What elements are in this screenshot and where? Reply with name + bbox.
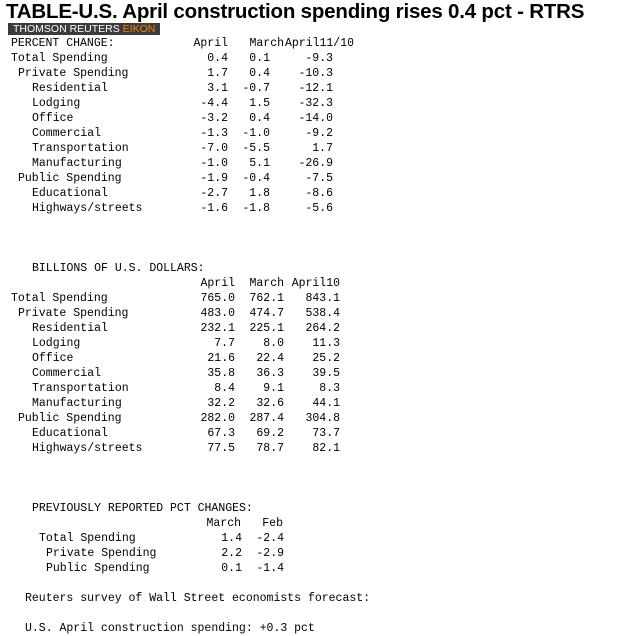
cell-value: 762.1 — [249, 292, 284, 305]
billions-label: BILLIONS OF U.S. DOLLARS: — [32, 262, 205, 275]
cell-value: -1.9 — [200, 172, 228, 185]
cell-value: 11.3 — [312, 337, 340, 350]
table-row — [11, 96, 370, 111]
forecast-row — [11, 621, 370, 636]
cell-value: -32.3 — [298, 97, 333, 110]
table-row — [11, 81, 370, 96]
table-row — [11, 321, 370, 336]
cell-value: 8.4 — [214, 382, 235, 395]
cell-value: 287.4 — [249, 412, 284, 425]
cell-value: 1.7 — [312, 142, 333, 155]
cell-value: -7.5 — [305, 172, 333, 185]
cell-value: 8.3 — [319, 382, 340, 395]
cell-value: 232.1 — [200, 322, 235, 335]
table-row — [11, 351, 370, 366]
row-label: Transportation — [32, 382, 129, 395]
row-label: Manufacturing — [32, 157, 122, 170]
cell-value: -1.8 — [242, 202, 270, 215]
table-row — [11, 171, 370, 186]
cell-value: -10.3 — [298, 67, 333, 80]
cell-value: 82.1 — [312, 442, 340, 455]
row-label: Residential — [32, 322, 108, 335]
cell-value: 21.6 — [207, 352, 235, 365]
col-header: March — [249, 277, 284, 290]
row-label: Private Spending — [46, 547, 157, 560]
row-label: Highways/streets — [32, 442, 143, 455]
cell-value: -7.0 — [200, 142, 228, 155]
cell-value: -12.1 — [298, 82, 333, 95]
cell-value: 67.3 — [207, 427, 235, 440]
row-label: Educational — [32, 427, 108, 440]
report-table — [11, 36, 370, 636]
table-row — [11, 561, 370, 576]
cell-value: 78.7 — [256, 442, 284, 455]
row-label: Manufacturing — [32, 397, 122, 410]
cell-value: 1.5 — [249, 97, 270, 110]
cell-value: 39.5 — [312, 367, 340, 380]
table-row — [11, 441, 370, 456]
cell-value: 7.7 — [214, 337, 235, 350]
row-label: Lodging — [32, 337, 81, 350]
col-header: April11/10 — [284, 37, 354, 50]
table-row — [11, 66, 370, 81]
cell-value: -5.5 — [242, 142, 270, 155]
row-label: Private Spending — [18, 307, 129, 320]
table-row — [11, 186, 370, 201]
cell-value: 0.4 — [207, 52, 228, 65]
cell-value: -1.3 — [200, 127, 228, 140]
cell-value: -0.4 — [242, 172, 270, 185]
row-label: Total Spending — [11, 52, 108, 65]
table-row — [11, 426, 370, 441]
row-label: Highways/streets — [32, 202, 143, 215]
row-label: Lodging — [32, 97, 81, 110]
pct-change-label: PERCENT CHANGE: — [11, 37, 115, 50]
cell-value: -4.4 — [200, 97, 228, 110]
table-row — [11, 366, 370, 381]
cell-value: 1.4 — [221, 532, 242, 545]
previous-label: PREVIOUSLY REPORTED PCT CHANGES: — [32, 502, 253, 515]
cell-value: 36.3 — [256, 367, 284, 380]
table-row — [11, 291, 370, 306]
cell-value: 32.6 — [256, 397, 284, 410]
table-row — [11, 531, 370, 546]
cell-value: 304.8 — [305, 412, 340, 425]
row-label: Total Spending — [39, 532, 136, 545]
cell-value: -14.0 — [298, 112, 333, 125]
col-header: April — [200, 277, 235, 290]
table-row — [11, 201, 370, 216]
cell-value: 22.4 — [256, 352, 284, 365]
cell-value: 264.2 — [305, 322, 340, 335]
row-label: Residential — [32, 82, 108, 95]
cell-value: 225.1 — [249, 322, 284, 335]
cell-value: 44.1 — [312, 397, 340, 410]
cell-value: 282.0 — [200, 412, 235, 425]
table-row — [11, 126, 370, 141]
survey-text: Reuters survey of Wall Street economists forecast: — [25, 592, 371, 605]
row-label: Commercial — [32, 127, 102, 140]
cell-value: 8.0 — [263, 337, 284, 350]
row-label: Office — [32, 112, 74, 125]
table-row — [11, 111, 370, 126]
col-header: April — [193, 37, 228, 50]
cell-value: 0.1 — [221, 562, 242, 575]
cell-value: 474.7 — [249, 307, 284, 320]
table-row — [11, 411, 370, 426]
cell-value: 843.1 — [305, 292, 340, 305]
cell-value: -1.0 — [200, 157, 228, 170]
cell-value: -3.2 — [200, 112, 228, 125]
row-label: Public Spending — [46, 562, 150, 575]
article-title: TABLE-U.S. April construction spending rises 0.4 pct - RTRS — [6, 0, 585, 23]
cell-value: -26.9 — [298, 157, 333, 170]
cell-value: -0.7 — [242, 82, 270, 95]
table-row — [11, 141, 370, 156]
cell-value: -1.6 — [200, 202, 228, 215]
cell-value: -9.2 — [305, 127, 333, 140]
cell-value: -9.3 — [305, 52, 333, 65]
pct-change-header-row — [11, 36, 370, 51]
col-header: March — [206, 517, 241, 530]
cell-value: 35.8 — [207, 367, 235, 380]
cell-value: 765.0 — [200, 292, 235, 305]
cell-value: 483.0 — [200, 307, 235, 320]
row-label: Commercial — [32, 367, 102, 380]
row-label: Transportation — [32, 142, 129, 155]
cell-value: 1.8 — [249, 187, 270, 200]
cell-value: 73.7 — [312, 427, 340, 440]
cell-value: 0.4 — [249, 112, 270, 125]
cell-value: -1.0 — [242, 127, 270, 140]
row-label: Educational — [32, 187, 108, 200]
thomson-reuters-eikon-logo: THOMSON REUTERS EIKON — [8, 23, 160, 35]
table-row — [11, 546, 370, 561]
cell-value: -2.4 — [256, 532, 284, 545]
table-row — [11, 51, 370, 66]
cell-value: 2.2 — [221, 547, 242, 560]
billions-header-row — [11, 276, 370, 291]
table-row — [11, 156, 370, 171]
cell-value: 0.1 — [249, 52, 270, 65]
col-header: Feb — [262, 517, 283, 530]
row-label: Public Spending — [18, 412, 122, 425]
cell-value: 25.2 — [312, 352, 340, 365]
cell-value: 9.1 — [263, 382, 284, 395]
cell-value: 69.2 — [256, 427, 284, 440]
table-row — [11, 306, 370, 321]
col-header: April10 — [291, 277, 340, 290]
survey-row — [11, 591, 370, 606]
cell-value: 538.4 — [305, 307, 340, 320]
cell-value: 5.1 — [249, 157, 270, 170]
row-label: Private Spending — [18, 67, 129, 80]
forecast-text: U.S. April construction spending: +0.3 pct — [25, 622, 315, 635]
cell-value: 1.7 — [207, 67, 228, 80]
cell-value: -2.7 — [200, 187, 228, 200]
cell-value: -2.9 — [256, 547, 284, 560]
cell-value: -8.6 — [305, 187, 333, 200]
cell-value: -1.4 — [256, 562, 284, 575]
cell-value: 32.2 — [207, 397, 235, 410]
previous-label-row — [11, 501, 370, 516]
billions-label-row — [11, 261, 370, 276]
row-label: Public Spending — [18, 172, 122, 185]
cell-value: 0.4 — [249, 67, 270, 80]
row-label: Office — [32, 352, 74, 365]
table-row — [11, 381, 370, 396]
row-label: Total Spending — [11, 292, 108, 305]
cell-value: -5.6 — [305, 202, 333, 215]
table-row — [11, 396, 370, 411]
previous-header-row — [11, 516, 370, 531]
col-header: March — [249, 37, 284, 50]
cell-value: 3.1 — [207, 82, 228, 95]
table-row — [11, 336, 370, 351]
cell-value: 77.5 — [207, 442, 235, 455]
